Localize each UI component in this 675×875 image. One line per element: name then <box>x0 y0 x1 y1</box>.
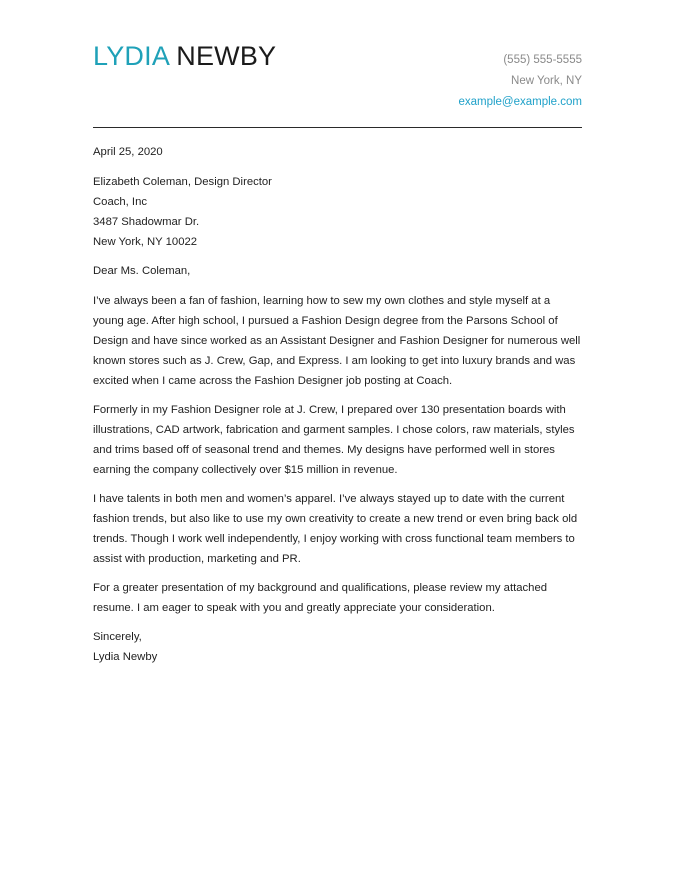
phone-number: (555) 555-5555 <box>503 54 582 66</box>
applicant-name <box>93 40 276 72</box>
body-paragraph: I’ve always been a fan of fashion, learning how to sew my own clothes and style myself at a young age. After high school, I pursued a Fashion Design degree from the Parsons School of Design and have since worked as an Assistant Designer and Fashion Designer for numerous well known stores such as J. Crew, Gap, and Express. I am looking to get into luxury brands and was excited when I came across the Fashion Designer job posting at Coach. <box>93 295 581 387</box>
contact-info <box>458 50 582 113</box>
last-name: NEWBY <box>176 41 277 71</box>
recipient-company: Coach, Inc <box>93 196 148 208</box>
letter-body <box>93 142 582 667</box>
closing-block <box>93 627 582 667</box>
recipient-street: 3487 Shadowmar Dr. <box>93 216 200 228</box>
first-name: LYDIA <box>93 41 169 71</box>
location: New York, NY <box>511 75 582 87</box>
body-paragraph: For a greater presentation of my background and qualifications, please review my attached resume. I am eager to speak with you and greatly appreciate your consideration. <box>93 582 548 614</box>
recipient-city: New York, NY 10022 <box>93 236 198 248</box>
recipient-name: Elizabeth Coleman, Design Director <box>93 176 272 188</box>
signature: Lydia Newby <box>93 651 158 663</box>
salutation: Dear Ms. Coleman, <box>93 265 191 277</box>
closing: Sincerely, <box>93 631 142 643</box>
body-paragraph: Formerly in my Fashion Designer role at J. Crew, I prepared over 130 presentation boards with illustrations, CAD artwork, fabrication and garment samples. I chose colors, raw materials, styles and trims based off of seasonal trend and themes. My designs have performed well in stores earning the company collectively over $15 million in revenue. <box>93 404 575 476</box>
letterhead <box>93 40 582 110</box>
body-paragraph: I have talents in both men and women’s apparel. I’ve always stayed up to date with the current fashion trends, but also like to use my own creativity to create a new trend or even bring back old trends. Though I work well independently, I enjoy working with cross functional team members to assist with production, marketing and PR. <box>93 493 578 565</box>
header-divider <box>93 127 582 128</box>
email-address: example@example.com <box>458 96 582 108</box>
recipient-address <box>93 172 582 252</box>
letter-date: April 25, 2020 <box>93 146 163 158</box>
